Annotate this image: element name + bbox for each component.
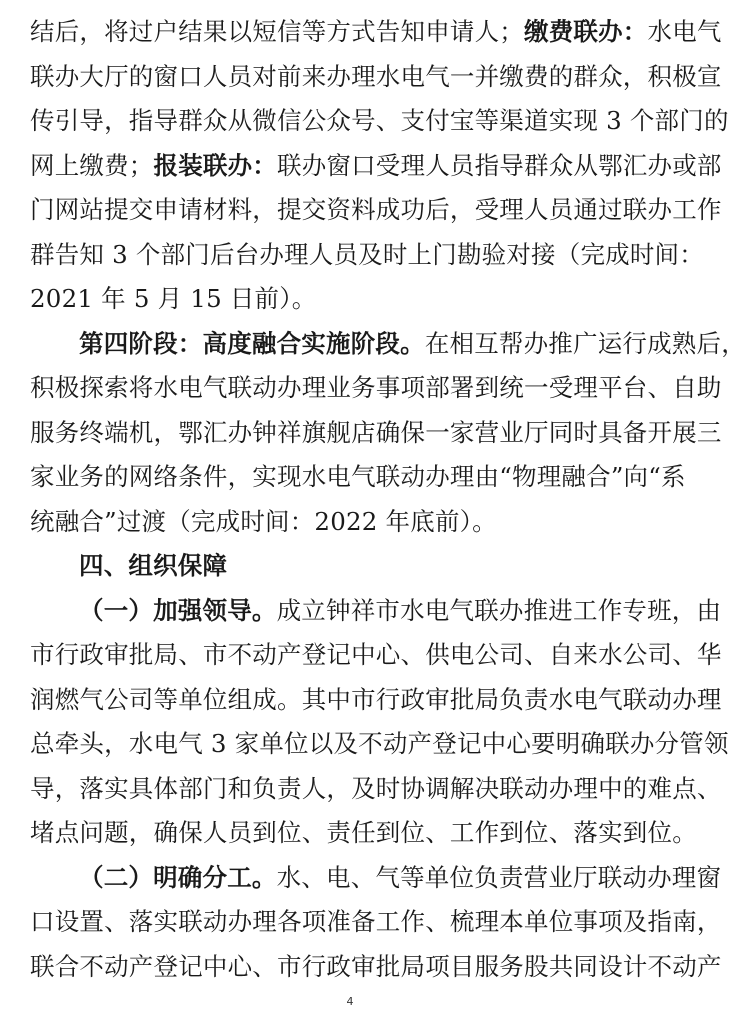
section-heading: 四、组织保障 [79, 551, 228, 580]
subsection-division: （二）明确分工。水、电、气等单位负责营业厅联动办理窗 [79, 862, 722, 892]
text-line: 服务终端机，鄂汇办钟祥旗舰店确保一家营业厅同时具备开展三 [30, 417, 722, 447]
text-line: 积极探索将水电气联动办理业务事项部署到统一受理平台、自助 [30, 373, 722, 402]
text-line: 口设置、落实联动办理各项准备工作、梳理本单位事项及指南， [30, 907, 722, 936]
text-line: 统融合”过渡（完成时间：2022 年底前）。 [30, 506, 497, 536]
stage-four-paragraph-start: 第四阶段：高度融合实施阶段。在相互帮办推广运行成熟后， [79, 328, 746, 358]
text-line: 堵点问题，确保人员到位、责任到位、工作到位、落实到位。 [30, 818, 697, 847]
text-line: 传引导，指导群众从微信公众号、支付宝等渠道实现 3 个部门的 [30, 106, 729, 135]
text-line: 2021 年 5 月 15 日前）。 [30, 284, 317, 313]
text-line: 联合不动产登记中心、市行政审批局项目服务股共同设计不动产 [30, 951, 722, 981]
text-line: 家业务的网络条件，实现水电气联动办理由“物理融合”向“系 [30, 462, 686, 491]
text-line: 润燃气公司等单位组成。其中市行政审批局负责水电气联动办理 [30, 684, 722, 714]
text-line: 总牵头，水电气 3 家单位以及不动产登记中心要明确联办分管领 [30, 729, 729, 758]
text-line: 网上缴费；报装联办：联办窗口受理人员指导群众从鄂汇办或部 [30, 150, 722, 180]
document-body [30, 10, 746, 989]
subsection-leadership: （一）加强领导。成立钟祥市水电气联办推进工作专班，由 [79, 595, 722, 625]
text-line: 联办大厅的窗口人员对前来办理水电气一并缴费的群众，积极宣 [30, 61, 722, 91]
text-line: 导，落实具体部门和负责人，及时协调解决联动办理中的难点、 [30, 773, 722, 803]
text-line: 结后，将过户结果以短信等方式告知申请人；缴费联办：水电气 [30, 17, 722, 46]
page-number: 4 [346, 995, 354, 1008]
text-line: 群告知 3 个部门后台办理人员及时上门勘验对接（完成时间： [30, 239, 704, 269]
text-line: 市行政审批局、市不动产登记中心、供电公司、自来水公司、华 [30, 640, 722, 669]
text-line: 门网站提交申请材料，提交资料成功后，受理人员通过联办工作 [30, 195, 722, 224]
